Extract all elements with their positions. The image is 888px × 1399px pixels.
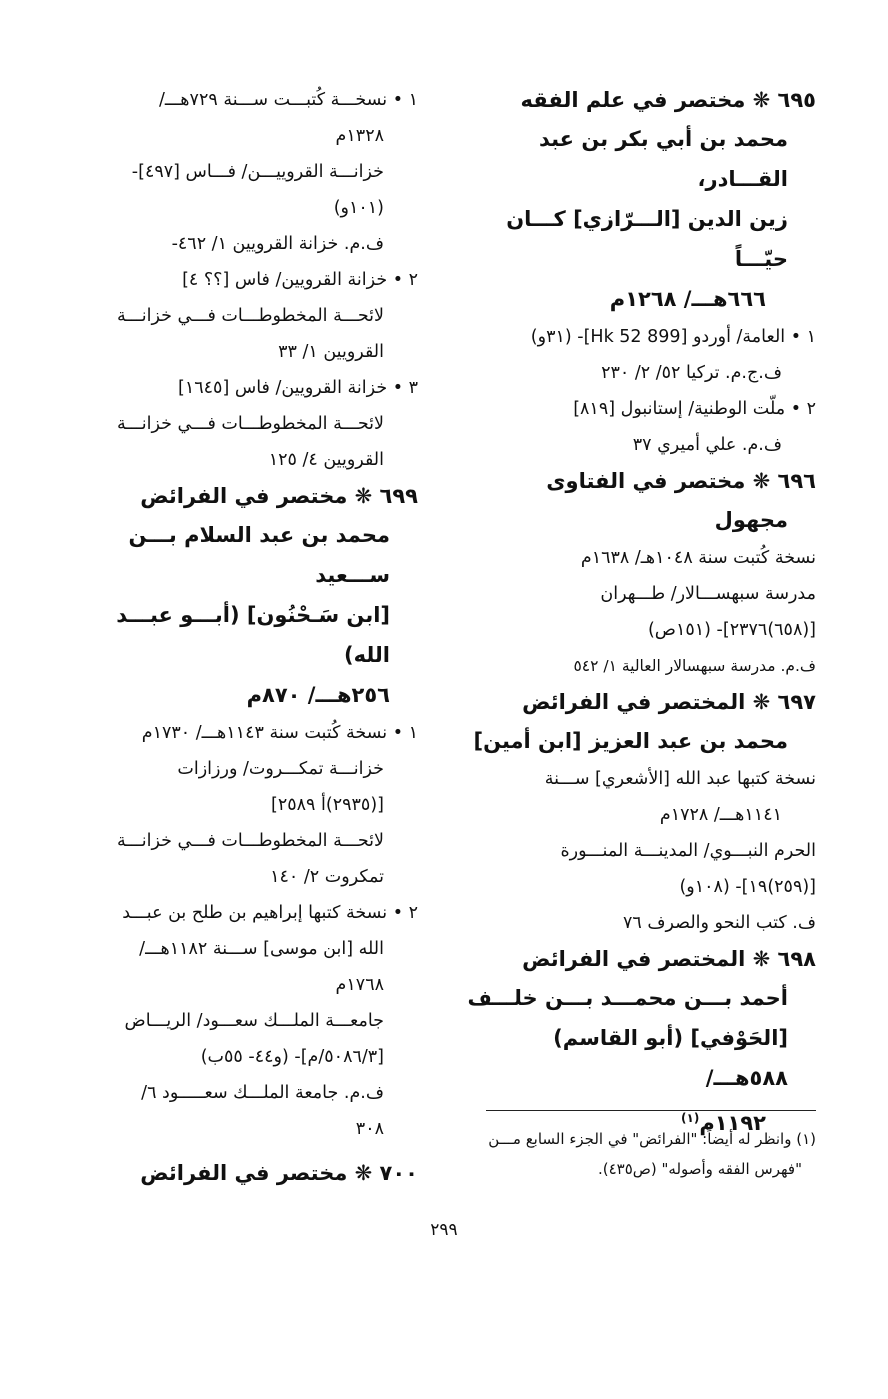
entry-700-title: ٧٠٠ ❋ مختصر في الفرائض xyxy=(140,1161,418,1185)
footnote-marker[interactable]: (١) xyxy=(681,1111,700,1125)
entry-695-author-line-2: زين الدين [الـــرّازي] كـــان حيّـــاً xyxy=(506,207,788,271)
entry-698-copy-line-11: القرويين ٤/ ١٢٥ xyxy=(268,450,384,470)
entry-698-author-line-2: [الحَوْفي] (أبو القاسم) ٥٨٨هـــ/ xyxy=(553,1026,788,1090)
entry-699-line-7: الله [ابن موسى] ســـنة ١١٨٢هـــ/ xyxy=(139,939,384,959)
entry-698-copy-line-9: ٣ • خزانة القرويين/ فاس [١٦٤٥] xyxy=(178,378,418,398)
entry-699-line-12: ٣٠٨ xyxy=(355,1119,384,1139)
left-column xyxy=(78,82,418,1192)
entry-697-line-3: الحرم النبـــوي/ المدينـــة المنـــورة xyxy=(560,841,816,861)
entry-698-copy-line-2: ١٣٢٨م xyxy=(335,126,384,146)
entry-698-copy-line-8: القرويين ١/ ٣٣ xyxy=(278,342,384,362)
entry-698-copy-line-5: ف.م. خزانة القرويين ١/ ٤٦٢- xyxy=(171,234,384,254)
entry-696-line-4: ف.م. مدرسة سبهسالار العالية ١/ ٥٤٢ xyxy=(573,657,816,675)
entry-696-line-2: مدرسة سبهســـالار/ طـــهران xyxy=(600,584,816,604)
entry-698-copy-line-4: (١٠١و) xyxy=(333,198,384,218)
entry-697-line-4: [(٢٥٩)١٩]- (١٠٨و) xyxy=(679,877,816,897)
entry-699-line-8: ١٧٦٨م xyxy=(335,975,384,995)
entry-698-copy-line-1: ١ • نسخـــة كُتبـــت ســـنة ٧٢٩هـــ/ xyxy=(159,90,418,110)
entry-695-copy-1: ١ • العامة/ أوردو [899 52 Hk]- (٣١و) xyxy=(530,327,816,347)
entry-697-line-5: ف. كتب النحو والصرف ٧٦ xyxy=(623,913,816,933)
footnote-line-2: "فهرس الفقه وأصوله" (ص٤٣٥). xyxy=(597,1160,802,1178)
entry-699-line-6: ٢ • نسخة كتبها إبراهيم بن طلح بن عبـــد xyxy=(122,903,418,923)
entry-695-copy-1-ref: ف.ج.م. تركيا ٥٢/ ٢/ ٢٣٠ xyxy=(601,363,782,383)
page-number: ٢٩٩ xyxy=(430,1220,458,1240)
entry-695-title: ٦٩٥ ❋ مختصر في علم الفقه xyxy=(520,88,816,112)
entry-699-author-line-3: ٢٥٦هـــ/ ٨٧٠م xyxy=(246,683,390,707)
entry-699-line-5: تمكروت ٢/ ١٤٠ xyxy=(270,867,384,887)
footnote-line-1: (١) وانظر له أيضاً: "الفرائض" في الجزء السابع مـــن xyxy=(488,1130,816,1148)
entry-698-copy-line-7: لائحـــة المخطوطـــات فـــي خزانـــة xyxy=(116,306,384,326)
entry-697-line-1: نسخة كتبها عبد الله [الأشعري] ســـنة xyxy=(544,769,816,789)
entry-698-author-line-1: أحمد بـــن محمـــد بـــن خلـــف xyxy=(467,986,788,1010)
entry-699-line-9: جامعـــة الملـــك سعـــود/ الريـــاض xyxy=(124,1011,384,1031)
entry-699-line-10: [٥٠٨٦/٣/م]- (و٤٤- ٥٥ب) xyxy=(200,1047,384,1067)
entry-699-line-3: [(٢٩٣٥)أ ٢٥٨٩] xyxy=(271,795,384,815)
entry-696-line-3: [(٦٥٨)٢٣٧٦]- (١٥١ص) xyxy=(647,620,816,640)
entry-695-author-line-3: ٦٦٦هـــ/ ١٢٦٨م xyxy=(609,287,766,311)
entry-699-author-line-2: [ابن سَـحْنُون] (أبـــو عبـــد الله) xyxy=(116,603,390,667)
entry-696-title: ٦٩٦ ❋ مختصر في الفتاوى xyxy=(546,469,816,493)
entry-698-copy-line-10: لائحـــة المخطوطـــات فـــي خزانـــة xyxy=(116,414,384,434)
footnote xyxy=(466,1124,816,1184)
entry-696-line-1: نسخة كُتبت سنة ١٠٤٨هـ/ ١٦٣٨م xyxy=(580,548,816,568)
entry-699-author-line-1: محمد بن عبد السلام بـــن ســـعيد xyxy=(128,523,390,587)
entry-697-author: محمد بن عبد العزيز [ابن أمين] xyxy=(473,729,788,753)
footnote-divider xyxy=(486,1110,816,1111)
entry-699-line-1: ١ • نسخة كُتبت سنة ١١٤٣هـــ/ ١٧٣٠م xyxy=(141,723,418,743)
entry-695-author-line-1: محمد بن أبي بكر بن عبد القـــادر، xyxy=(538,127,788,191)
entry-698-author-date: ١١٩٢م xyxy=(699,1111,766,1135)
entry-697-title: ٦٩٧ ❋ المختصر في الفرائض xyxy=(522,690,816,714)
entry-696-author: مجهول xyxy=(714,508,788,532)
entry-697-line-2: ١١٤١هـــ/ ١٧٢٨م xyxy=(659,805,782,825)
entry-699-line-11: ف.م. جامعة الملـــك سعـــــود ٦/ xyxy=(141,1083,384,1103)
entry-699-title: ٦٩٩ ❋ مختصر في الفرائض xyxy=(140,484,418,508)
entry-695-copy-2-ref: ف.م. علي أميري ٣٧ xyxy=(632,435,782,455)
entry-698-title: ٦٩٨ ❋ المختصر في الفرائض xyxy=(522,947,816,971)
entry-695-copy-2: ٢ • ملّت الوطنية/ إستانبول [٨١٩] xyxy=(573,399,816,419)
entry-699-line-2: خزانـــة تمكـــروت/ ورزازات xyxy=(177,759,384,779)
entry-698-copy-line-6: ٢ • خزانة القرويين/ فاس [؟؟ ٤] xyxy=(182,270,418,290)
entry-699-line-4: لائحـــة المخطوطـــات فـــي خزانـــة xyxy=(116,831,384,851)
entry-698-copy-line-3: خزانـــة القروييـــن/ فـــاس [٤٩٧]- xyxy=(131,162,384,182)
right-column xyxy=(466,82,816,1143)
